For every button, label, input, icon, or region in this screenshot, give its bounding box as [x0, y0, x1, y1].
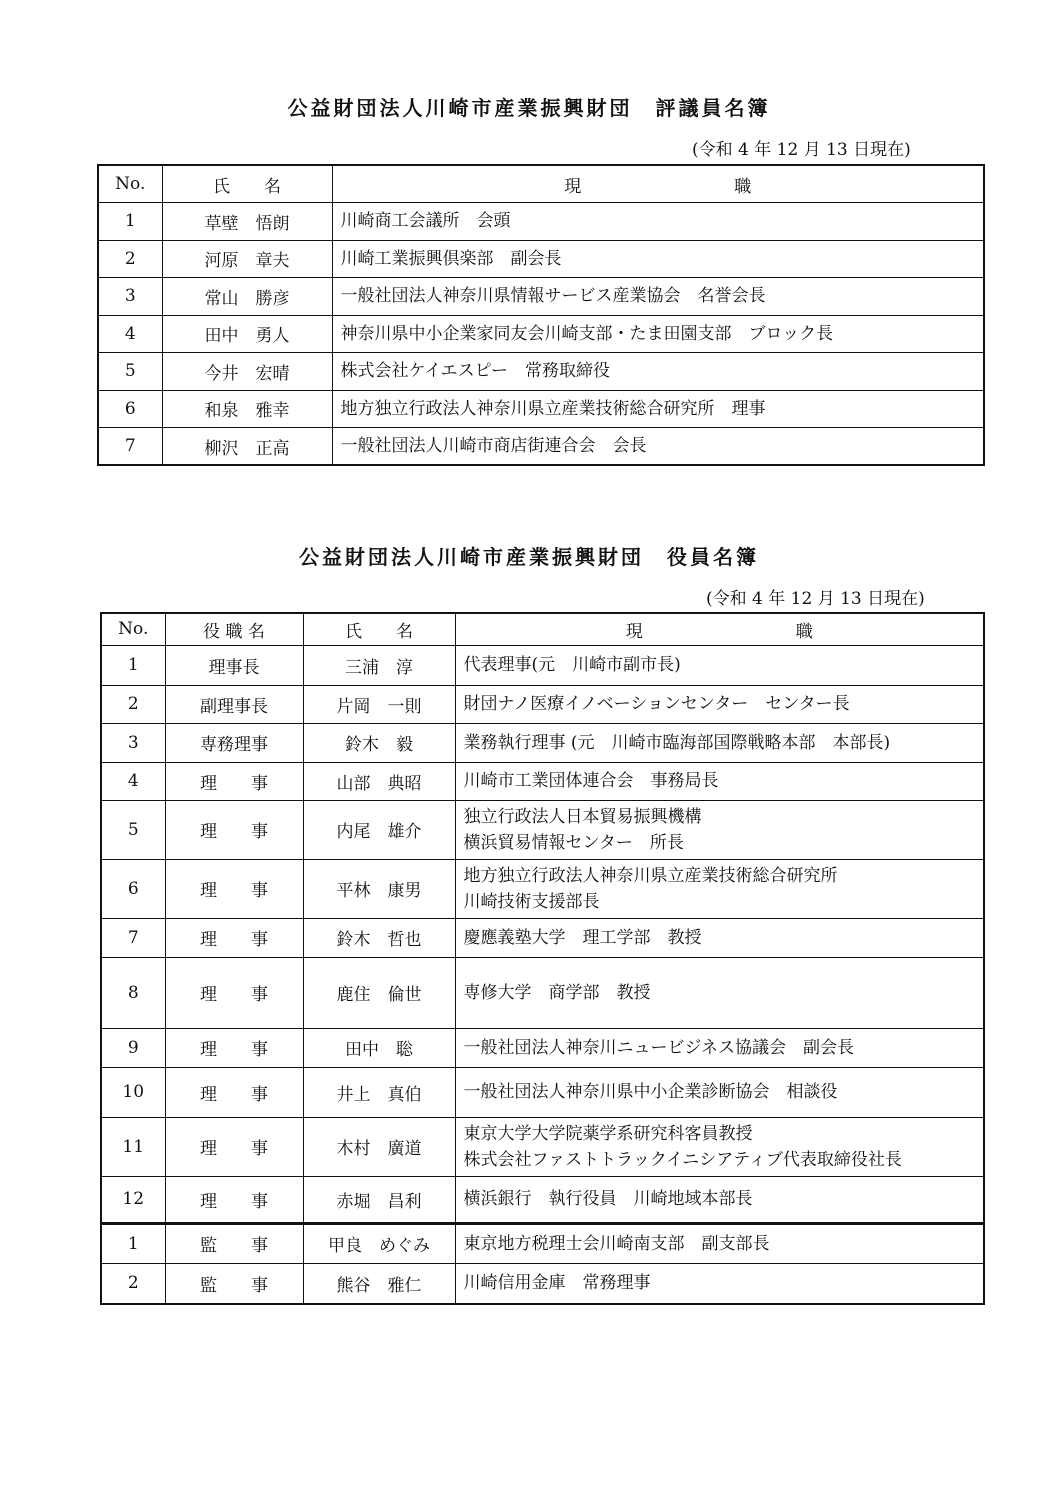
row-no: 2	[101, 1263, 165, 1304]
row-position: 一般社団法人神奈川県中小企業診断協会 相談役	[455, 1067, 984, 1117]
row-no: 4	[98, 315, 162, 353]
council-header-row	[98, 165, 984, 203]
row-position: 川崎商工会議所 会頭	[332, 203, 984, 241]
position-line-2: 川崎技術支援部長	[463, 891, 600, 912]
header-position: 現 職	[332, 165, 984, 203]
row-role: 理 事	[165, 859, 303, 918]
row-role: 理 事	[165, 1067, 303, 1117]
table-row	[101, 800, 984, 859]
row-no: 1	[98, 203, 162, 241]
row-position: 横浜銀行 執行役員 川崎地域本部長	[455, 1176, 984, 1223]
row-role: 理 事	[165, 762, 303, 800]
row-name: 田中 聡	[303, 1028, 455, 1067]
row-position: 一般社団法人神奈川ニュービジネス協議会 副会長	[455, 1028, 984, 1067]
row-name: 木村 廣道	[303, 1117, 455, 1176]
row-no: 5	[98, 353, 162, 391]
row-position: 株式会社ケイエスピー 常務取締役	[332, 353, 984, 391]
table-row	[98, 390, 984, 428]
row-no: 3	[98, 278, 162, 316]
row-name: 山部 典昭	[303, 762, 455, 800]
header-name: 氏 名	[162, 165, 332, 203]
row-name: 鈴木 哲也	[303, 918, 455, 957]
row-no: 6	[98, 390, 162, 428]
row-name: 三浦 淳	[303, 645, 455, 685]
table-row	[98, 428, 984, 466]
row-position: 代表理事(元 川崎市副市長)	[455, 645, 984, 685]
table-row	[101, 685, 984, 723]
row-no: 10	[101, 1067, 165, 1117]
row-position: 財団ナノ医療イノベーションセンター センター長	[455, 685, 984, 723]
row-no: 2	[98, 240, 162, 278]
row-position: 慶應義塾大学 理工学部 教授	[455, 918, 984, 957]
position-line-2: 株式会社ファストトラックイニシアティブ代表取締役社長	[463, 1149, 902, 1170]
row-role: 理 事	[165, 1176, 303, 1223]
row-position	[455, 1117, 984, 1176]
row-no: 7	[98, 428, 162, 466]
row-no: 6	[101, 859, 165, 918]
table-row	[101, 1223, 984, 1263]
row-position	[455, 800, 984, 859]
row-no: 7	[101, 918, 165, 957]
row-role: 理 事	[165, 1117, 303, 1176]
table-row	[101, 1117, 984, 1176]
row-name: 赤堀 昌利	[303, 1176, 455, 1223]
row-name: 平林 康男	[303, 859, 455, 918]
row-position: 一般社団法人川崎市商店街連合会 会長	[332, 428, 984, 466]
row-role: 副理事長	[165, 685, 303, 723]
table-row	[98, 278, 984, 316]
row-name: 内尾 雄介	[303, 800, 455, 859]
row-position	[455, 859, 984, 918]
header-name: 氏 名	[303, 613, 455, 645]
row-position: 業務執行理事 (元 川崎市臨海部国際戦略本部 本部長)	[455, 723, 984, 762]
table-row	[101, 762, 984, 800]
table-row	[98, 315, 984, 353]
row-name: 今井 宏晴	[162, 353, 332, 391]
row-position: 神奈川県中小企業家同友会川崎支部・たま田園支部 ブロック長	[332, 315, 984, 353]
row-position: 川崎市工業団体連合会 事務局長	[455, 762, 984, 800]
position-line-1: 独立行政法人日本貿易振興機構	[463, 806, 702, 827]
header-role: 役 職 名	[165, 613, 303, 645]
row-role: 専務理事	[165, 723, 303, 762]
table-row	[101, 1263, 984, 1304]
officers-title: 公益財団法人川崎市産業振興財団 役員名簿	[299, 545, 759, 569]
row-name: 柳沢 正高	[162, 428, 332, 466]
row-name: 草壁 悟朗	[162, 203, 332, 241]
row-no: 3	[101, 723, 165, 762]
row-role: 理 事	[165, 957, 303, 1028]
row-role: 理 事	[165, 800, 303, 859]
row-role: 理事長	[165, 645, 303, 685]
row-name: 片岡 一則	[303, 685, 455, 723]
council-table	[97, 164, 985, 466]
table-row	[98, 203, 984, 241]
row-position: 川崎工業振興倶楽部 副会長	[332, 240, 984, 278]
table-row	[101, 918, 984, 957]
row-role: 理 事	[165, 1028, 303, 1067]
row-name: 常山 勝彦	[162, 278, 332, 316]
table-row	[101, 645, 984, 685]
table-row	[98, 353, 984, 391]
position-line-2: 横浜貿易情報センター 所長	[463, 832, 684, 853]
header-no: No.	[98, 165, 162, 203]
officers-header-row	[101, 613, 984, 645]
table-row	[98, 240, 984, 278]
table-row	[101, 1176, 984, 1223]
row-name: 田中 勇人	[162, 315, 332, 353]
row-position: 川崎信用金庫 常務理事	[455, 1263, 984, 1304]
table-row	[101, 1067, 984, 1117]
table-row	[101, 1028, 984, 1067]
table-row	[101, 723, 984, 762]
row-role: 理 事	[165, 918, 303, 957]
row-name: 甲良 めぐみ	[303, 1223, 455, 1263]
row-role: 監 事	[165, 1223, 303, 1263]
row-name: 河原 章夫	[162, 240, 332, 278]
row-no: 8	[101, 957, 165, 1028]
header-position: 現 職	[455, 613, 984, 645]
row-name: 熊谷 雅仁	[303, 1263, 455, 1304]
row-no: 2	[101, 685, 165, 723]
row-no: 1	[101, 1223, 165, 1263]
position-line-1: 東京大学大学院薬学系研究科客員教授	[463, 1123, 753, 1144]
row-position: 地方独立行政法人神奈川県立産業技術総合研究所 理事	[332, 390, 984, 428]
row-no: 9	[101, 1028, 165, 1067]
header-no: No.	[101, 613, 165, 645]
position-line-1: 地方独立行政法人神奈川県立産業技術総合研究所	[463, 865, 838, 886]
row-name: 鈴木 毅	[303, 723, 455, 762]
row-no: 11	[101, 1117, 165, 1176]
row-no: 12	[101, 1176, 165, 1223]
row-name: 井上 真伯	[303, 1067, 455, 1117]
row-no: 5	[101, 800, 165, 859]
table-row	[101, 957, 984, 1028]
row-position: 専修大学 商学部 教授	[455, 957, 984, 1028]
row-no: 4	[101, 762, 165, 800]
row-position: 東京地方税理士会川崎南支部 副支部長	[455, 1223, 984, 1263]
council-date: (令和 4 年 12 月 13 日現在)	[692, 140, 911, 160]
row-name: 和泉 雅幸	[162, 390, 332, 428]
row-position: 一般社団法人神奈川県情報サービス産業協会 名誉会長	[332, 278, 984, 316]
row-name: 鹿住 倫世	[303, 957, 455, 1028]
row-role: 監 事	[165, 1263, 303, 1304]
officers-table	[100, 612, 985, 1305]
row-no: 1	[101, 645, 165, 685]
table-row	[101, 859, 984, 918]
officers-date: (令和 4 年 12 月 13 日現在)	[706, 589, 925, 609]
council-title: 公益財団法人川崎市産業振興財団 評議員名簿	[287, 96, 771, 120]
